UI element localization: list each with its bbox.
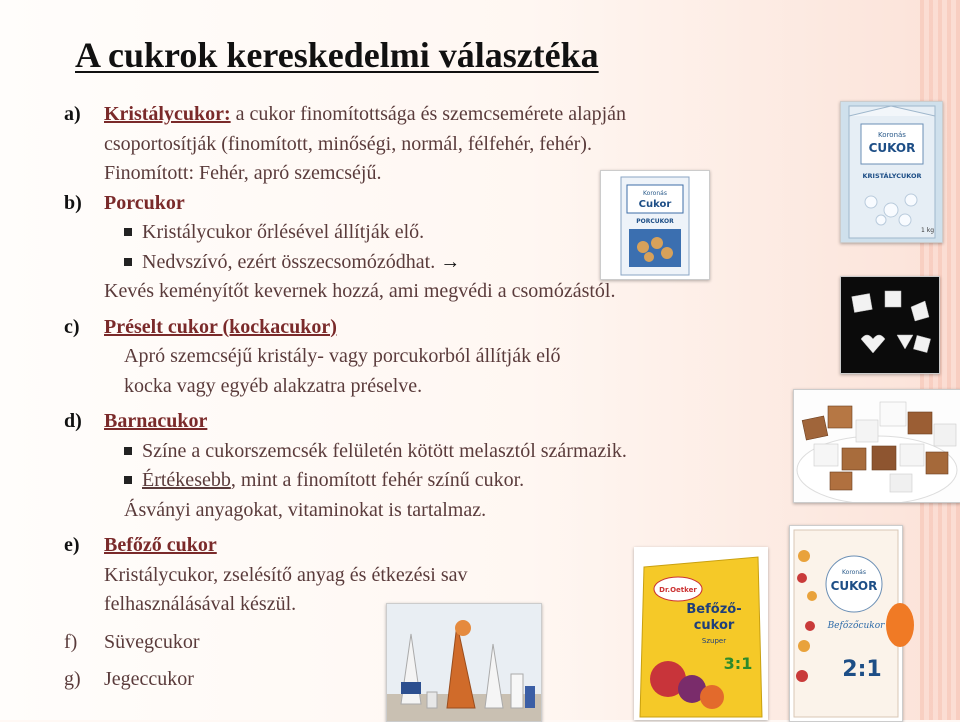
- svg-text:2:1: 2:1: [842, 657, 882, 682]
- bullet-text-underlined: Értékesebb: [142, 469, 231, 491]
- bullet-text: Színe a cukorszemcsék felületén kötött melasztól származik.: [142, 439, 627, 462]
- item-d-bullet2: [64, 466, 844, 496]
- sugarloaf-image: [386, 603, 542, 722]
- svg-text:1 kg: 1 kg: [921, 227, 935, 234]
- item-c-label: c): [64, 315, 80, 338]
- item-b-heading: Porcukor: [104, 191, 185, 214]
- square-bullet-icon: [124, 258, 132, 266]
- item-g-label: g): [64, 668, 81, 690]
- svg-text:PORCUKOR: PORCUKOR: [636, 218, 674, 225]
- item-e-line2: felhasználásával készül.: [104, 593, 297, 615]
- item-e-line1: Kristálycukor, zselésítő anyag és étkezési sav: [104, 563, 468, 586]
- svg-text:3:1: 3:1: [723, 654, 753, 673]
- svg-text:Koronás: Koronás: [878, 131, 906, 139]
- square-bullet-icon: [124, 476, 132, 484]
- svg-text:Szuper: Szuper: [701, 637, 727, 645]
- item-b: [64, 189, 844, 219]
- item-b-label: b): [64, 191, 82, 214]
- svg-text:Dr.Oetker: Dr.Oetker: [659, 586, 697, 594]
- item-a-text1: a cukor finomítottsága és szemcsemérete alapján: [230, 103, 627, 125]
- svg-text:Koronás: Koronás: [842, 569, 866, 576]
- square-bullet-icon: [124, 228, 132, 236]
- item-a-label: a): [64, 103, 81, 125]
- slide-title: A cukrok kereskedelmi választéka: [75, 35, 599, 75]
- sugar-cubes-image: [840, 276, 940, 374]
- kristalycukor-package-image: [840, 101, 943, 243]
- item-a-line2: csoportosítják (finomított, minőségi, normál, félfehér, fehér).: [104, 132, 592, 155]
- svg-text:CUKOR: CUKOR: [868, 141, 916, 155]
- item-f-label: f): [64, 630, 78, 653]
- item-d: [64, 407, 844, 437]
- item-b-bullet2: [64, 248, 844, 278]
- item-c-line1: Apró szemcséjű kristály- vagy porcukorból állítják elő: [124, 345, 561, 367]
- bullet-text: Nedvszívó, ezért összecsomózódhat.: [142, 250, 436, 273]
- bullet-text: , mint a finomított fehér színű cukor.: [230, 469, 525, 491]
- item-d-heading: Barnacukor: [104, 410, 208, 432]
- item-b-continuation: Kevés keményítőt kevernek hozzá, ami megvédi a csomózástól.: [104, 280, 616, 302]
- item-d-continuation: Ásványi anyagokat, vitaminokat is tartalmaz.: [124, 498, 487, 521]
- item-a-heading: Kristálycukor:: [104, 103, 231, 125]
- item-d-label: d): [64, 410, 82, 432]
- square-bullet-icon: [124, 447, 132, 455]
- item-c-line2: kocka vagy egyéb alakzatra préselve.: [124, 374, 423, 397]
- svg-text:CUKOR: CUKOR: [830, 579, 878, 593]
- svg-text:KRISTÁLYCUKOR: KRISTÁLYCUKOR: [862, 172, 922, 180]
- item-c-heading: Préselt cukor (kockacukor): [104, 315, 337, 338]
- item-a-line3: Finomított: Fehér, apró szemcséjű.: [104, 162, 382, 184]
- item-d-bullet1: [64, 437, 844, 467]
- svg-text:Cukor: Cukor: [638, 199, 672, 210]
- decorative-orange-circle: [886, 603, 914, 647]
- porcukor-package-image: [600, 170, 710, 280]
- brown-sugar-cubes-image: [793, 389, 960, 503]
- item-a: [64, 100, 844, 130]
- svg-text:Befőzőcukor: Befőzőcukor: [827, 621, 885, 631]
- item-e-label: e): [64, 534, 80, 556]
- svg-text:cukor: cukor: [693, 618, 735, 633]
- item-g-text: Jegeccukor: [104, 668, 194, 690]
- item-e-heading: Befőző cukor: [104, 534, 217, 556]
- arrow-right-icon: →: [440, 250, 461, 273]
- svg-text:Befőző-: Befőző-: [686, 602, 742, 617]
- item-b-bullet1: [64, 218, 844, 248]
- item-f-text: Süvegcukor: [104, 630, 200, 653]
- bullet-text: Kristálycukor őrlésével állítják elő.: [142, 221, 425, 243]
- befozo-cukor-package-image: [634, 547, 768, 720]
- svg-text:Koronás: Koronás: [643, 190, 667, 197]
- item-c: [64, 313, 844, 343]
